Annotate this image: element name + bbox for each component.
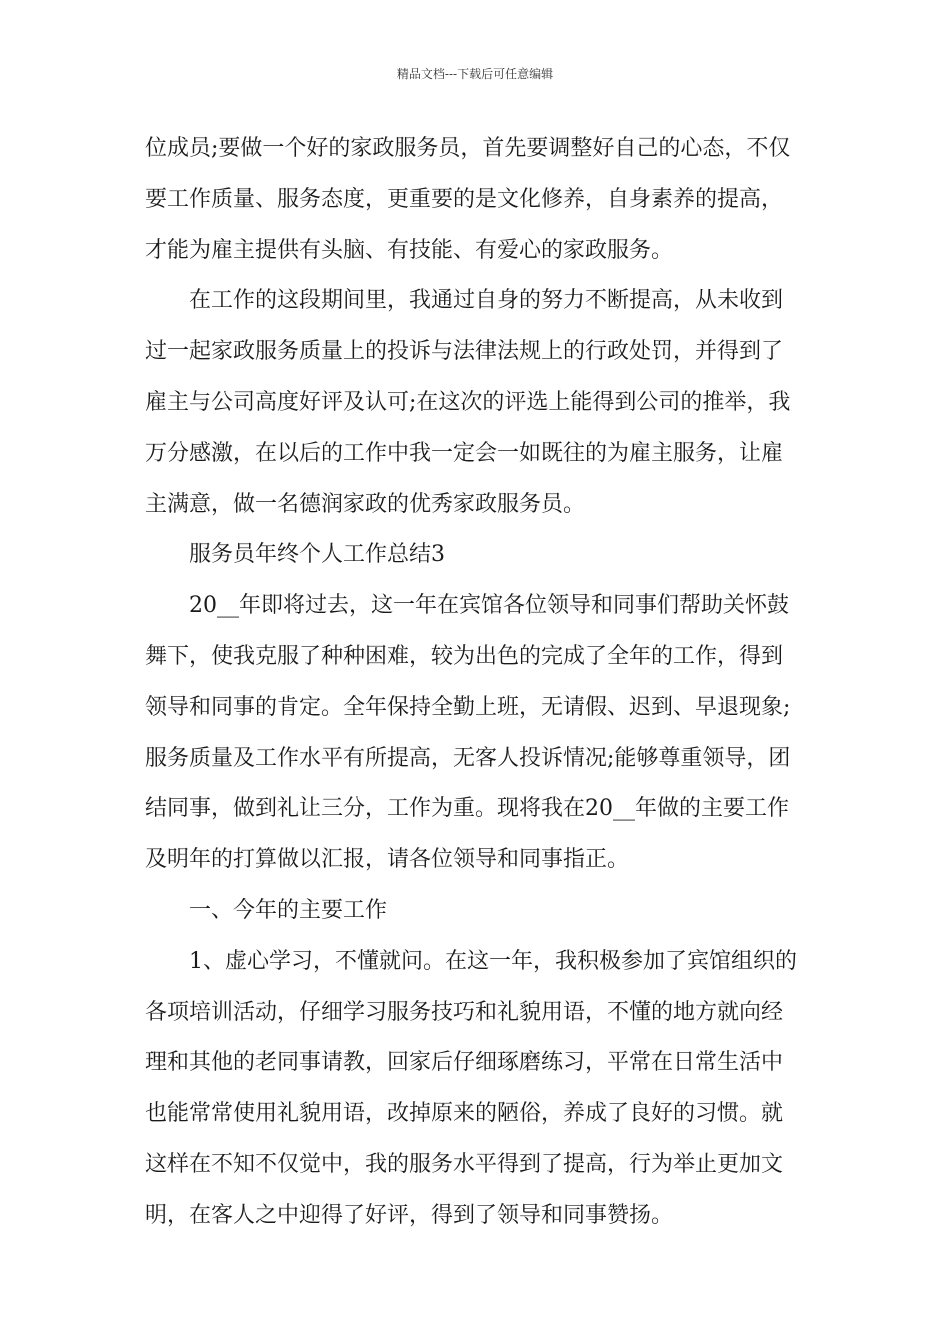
text-line: 雇主与公司高度好评及认可;在这次的评选上能得到公司的推举，我 [145, 389, 791, 415]
text-line: 这样在不知不仅觉中，我的服务水平得到了提高，行为举止更加文 [145, 1151, 784, 1177]
text-line: 服务质量及工作水平有所提高，无客人投诉情况;能够尊重领导，团 [145, 745, 791, 771]
text-line: 明，在客人之中迎得了好评，得到了领导和同事赞扬。 [145, 1202, 674, 1228]
section-title: 服务员年终个人工作总结3 [189, 542, 445, 568]
paragraph-start-line: 在工作的这段期间里，我通过自身的努力不断提高，从未收到 [189, 288, 784, 314]
text-line: 万分感激，在以后的工作中我一定会一如既往的为雇主服务，让雇 [145, 440, 784, 466]
paragraph-start-line: 1、虚心学习，不懂就问。在这一年，我积极参加了宾馆组织的 [189, 948, 797, 974]
text-line: 过一起家政服务质量上的投诉与法律法规上的行政处罚，并得到了 [145, 339, 784, 365]
text-line: 理和其他的老同事请教，回家后仔细琢磨练习，平常在日常生活中 [145, 1050, 784, 1076]
text-line: 要工作质量、服务态度，更重要的是文化修养，自身素养的提高， [145, 186, 784, 212]
text-line: 各项培训活动，仔细学习服务技巧和礼貌用语，不懂的地方就向经 [145, 999, 784, 1025]
text-line: 位成员;要做一个好的家政服务员，首先要调整好自己的心态，不仅 [145, 136, 791, 161]
text-line: 主满意，做一名德润家政的优秀家政服务员。 [145, 491, 586, 517]
text-line: 才能为雇主提供有头脑、有技能、有爱心的家政服务。 [145, 237, 674, 263]
subsection-title: 一、今年的主要工作 [189, 897, 388, 923]
paragraph-start-line: 20__年即将过去，这一年在宾馆各位领导和同事们帮助关怀鼓 [189, 593, 789, 619]
text-line: 及明年的打算做以汇报，请各位领导和同事指正。 [145, 847, 630, 873]
text-line: 舞下，使我克服了种种困难，较为出色的完成了全年的工作，得到 [145, 643, 784, 669]
text-line: 也能常常使用礼貌用语，改掉原来的陋俗，养成了良好的习惯。就 [145, 1101, 784, 1127]
document-body [145, 124, 807, 1242]
page-header: 精品文档---下载后可任意编辑 [396, 67, 554, 81]
text-line: 领导和同事的肯定。全年保持全勤上班，无请假、迟到、早退现象; [145, 694, 791, 720]
text-line: 结同事，做到礼让三分，工作为重。现将我在20__年做的主要工作 [145, 796, 789, 822]
